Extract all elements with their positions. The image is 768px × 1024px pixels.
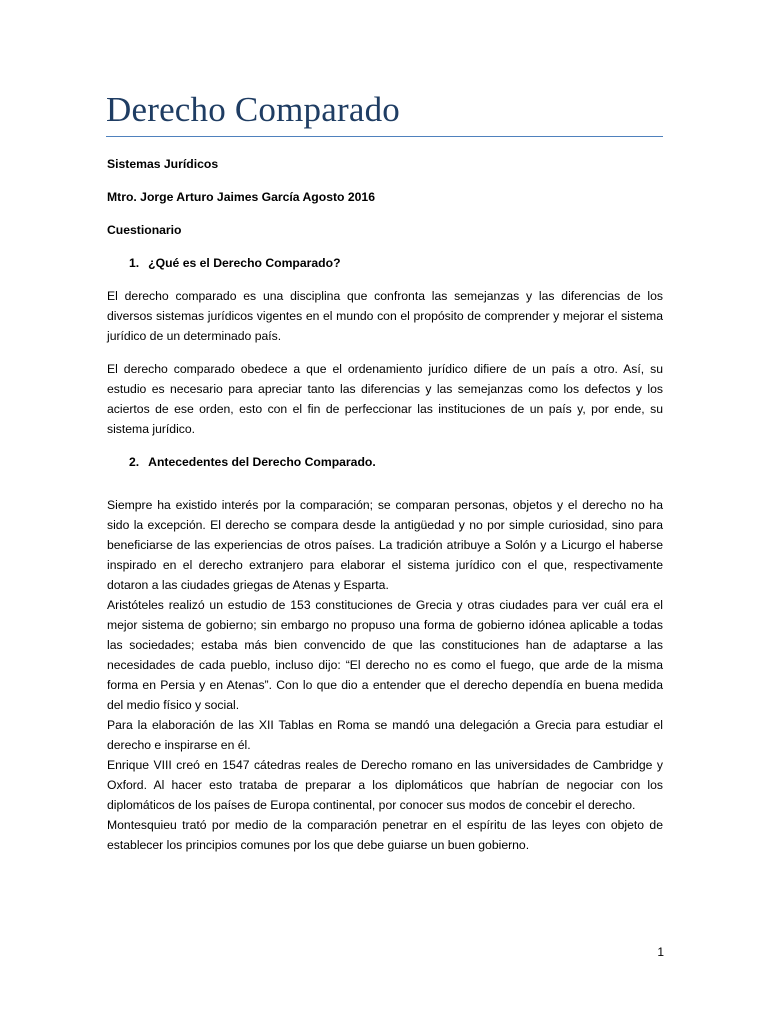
q2-paragraph-2: Aristóteles realizó un estudio de 153 constituciones de Grecia y otras ciudades para ver cuál era el mejor sistema de gobierno; sin embargo no propuso una forma de gobierno idónea aplicable a todas las sociedades; estaba más bien convencido de que las constituciones han de adaptarse a las necesidades de cada pueblo, incluso dijo: “El derecho no es como el fuego, que arde de la misma forma en Persia y en Atenas”. Con lo que dio a entender que el derecho dependía en buena medida del medio físico y social. bbox=[107, 598, 663, 712]
question-2-text: Antecedentes del Derecho Comparado. bbox=[148, 455, 376, 469]
question-1-heading bbox=[107, 253, 663, 273]
document-title: Derecho Comparado bbox=[106, 90, 400, 129]
question-2-heading bbox=[107, 452, 663, 472]
q1-paragraph-1: El derecho comparado es una disciplina que confronta las semejanzas y las diferencias de los diversos sistemas jurídicos vigentes en el mundo con el propósito de comprender y mejorar el sistema jurídico de un determinado país. bbox=[107, 289, 663, 343]
q2-paragraph-4: Enrique VIII creó en 1547 cátedras reales de Derecho romano en las universidades de Cambridge y Oxford. Al hacer esto trataba de preparar a los diplomáticos que habrían de negociar con los diplomáticos de los países de Europa continental, por conocer sus modos de concebir el derecho. bbox=[107, 758, 663, 812]
question-2-number: 2. bbox=[129, 455, 140, 469]
page-number: 1 bbox=[657, 945, 664, 959]
author-line: Mtro. Jorge Arturo Jaimes García Agosto 2016 bbox=[107, 190, 375, 204]
q1-paragraph-2: El derecho comparado obedece a que el ordenamiento jurídico difiere de un país a otro. Así, su estudio es necesario para apreciar tanto las diferencias y las semejanzas como los defectos y los aciertos de ese orden, esto con el fin de perfeccionar las instituciones de un país y, por ende, su sistema jurídico. bbox=[107, 362, 663, 436]
subtitle: Sistemas Jurídicos bbox=[107, 157, 219, 171]
q2-paragraph-5: Montesquieu trató por medio de la comparación penetrar en el espíritu de las leyes con objeto de establecer los principios comunes por los que debe guiarse un buen gobierno. bbox=[107, 818, 663, 852]
heading-spacer bbox=[107, 485, 663, 495]
title-underline bbox=[106, 136, 663, 137]
q2-paragraph-3: Para la elaboración de las XII Tablas en Roma se mandó una delegación a Grecia para estudiar el derecho e inspirarse en él. bbox=[107, 718, 663, 752]
question-1-text: ¿Qué es el Derecho Comparado? bbox=[148, 256, 341, 270]
question-1-number: 1. bbox=[129, 256, 140, 270]
q2-paragraph-1: Siempre ha existido interés por la comparación; se comparan personas, objetos y el derecho no ha sido la excepción. El derecho se compara desde la antigüedad y no por simple curiosidad, sino para beneficiarse de las experiencias de otros países. La tradición atribuye a Solón y a Licurgo el haberse inspirado en el derecho extranjero para elaborar el sistema jurídico con el que, respectivamente dotaron a las ciudades griegas de Atenas y Esparta. bbox=[107, 498, 663, 592]
section-label: Cuestionario bbox=[107, 223, 182, 237]
document-body bbox=[107, 154, 663, 855]
